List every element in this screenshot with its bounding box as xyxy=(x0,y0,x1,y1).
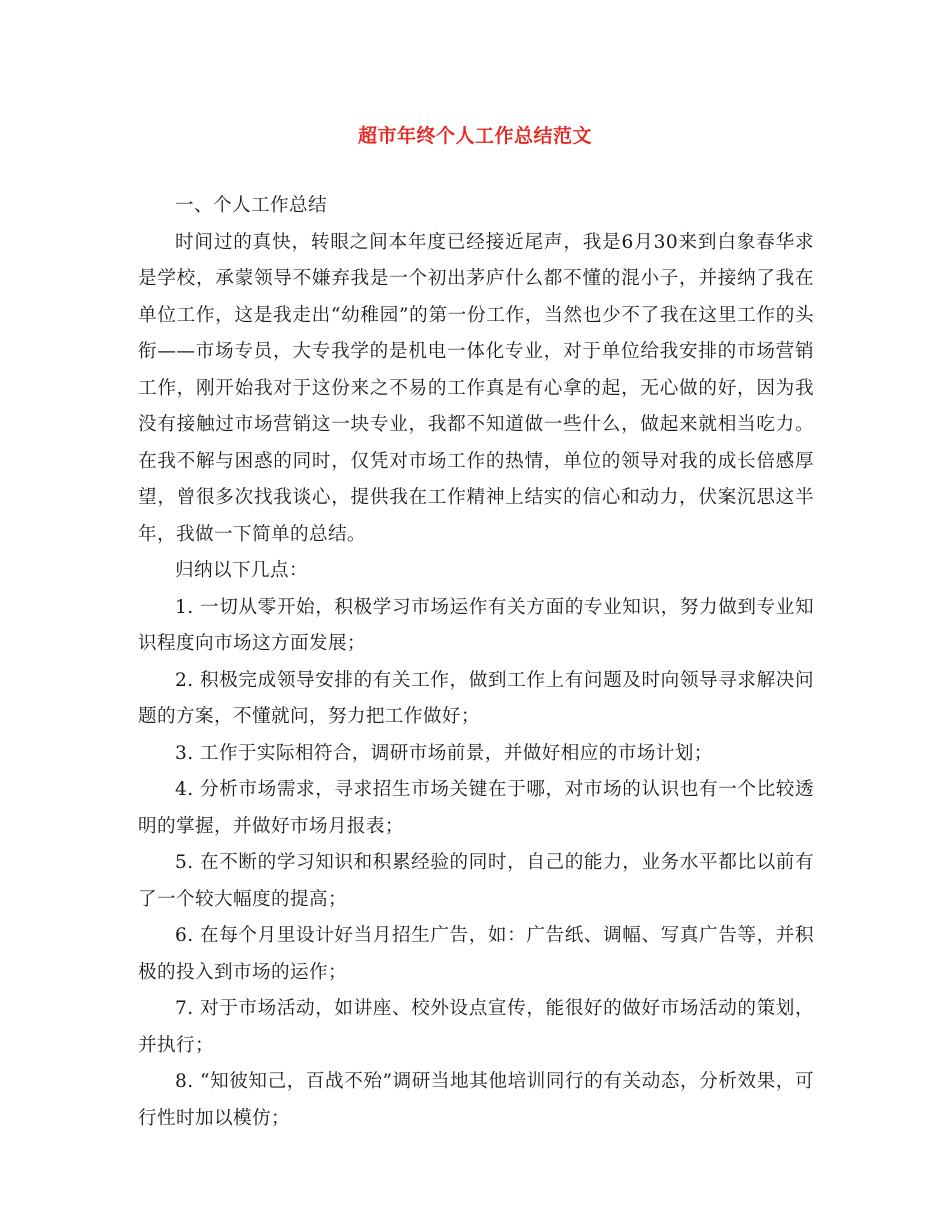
document-body xyxy=(138,188,814,1137)
list-item-4: 4. 分析市场需求，寻求招生市场关键在于哪，对市场的认识也有一个比较透明的掌握，并做好市场月报表； xyxy=(138,779,814,837)
list-item-5: 5. 在不断的学习知识和积累经验的同时，自己的能力，业务水平都比以前有了一个较大幅度的提高； xyxy=(138,852,814,910)
list-item-7: 7. 对于市场活动，如讲座、校外设点宣传，能很好的做好市场活动的策划，并执行； xyxy=(138,998,814,1056)
list-item-8: 8. “知彼知己，百战不殆”调研当地其他培训同行的有关动态，分析效果，可行性时加以模仿； xyxy=(138,1071,814,1129)
section-heading: 一、个人工作总结 xyxy=(175,195,327,216)
document-title: 超市年终个人工作总结范文 xyxy=(357,125,592,147)
list-intro: 归纳以下几点： xyxy=(175,560,308,581)
list-item-3: 3. 工作于实际相符合，调研市场前景，并做好相应的市场计划； xyxy=(175,742,713,764)
list-item-2: 2. 积极完成领导安排的有关工作，做到工作上有问题及时向领导寻求解决问题的方案，不懂就问，努力把工作做好； xyxy=(138,669,814,727)
body-paragraph: 时间过的真快，转眼之间本年度已经接近尾声，我是6月30来到白象春华求是学校，承蒙领导不嫌弃我是一个初出茅庐什么都不懂的混小子，并接纳了我在单位工作，这是我走出“幼稚园”的第一份工作，当然也少不了我在这里工作的头衔——市场专员，大专我学的是机电一体化专业，对于单位给我安排的市场营销工作，刚开始我对于这份来之不易的工作真是有心拿的起，无心做的好，因为我没有接触过市场营销这一块专业，我都不知道做一些什么，做起来就相当吃力。在我不解与困惑的同时，仅凭对市场工作的热情，单位的领导对我的成长倍感厚望，曾很多次找我谈心，提供我在工作精神上结实的信心和动力，伏案沉思这半年，我做一下简单的总结。 xyxy=(138,231,814,545)
list-item-6: 6. 在每个月里设计好当月招生广告，如：广告纸、调幅、写真广告等，并积极的投入到市场的运作； xyxy=(138,925,814,983)
list-item-1: 1. 一切从零开始，积极学习市场运作有关方面的专业知识，努力做到专业知识程度向市场这方面发展； xyxy=(138,596,814,654)
